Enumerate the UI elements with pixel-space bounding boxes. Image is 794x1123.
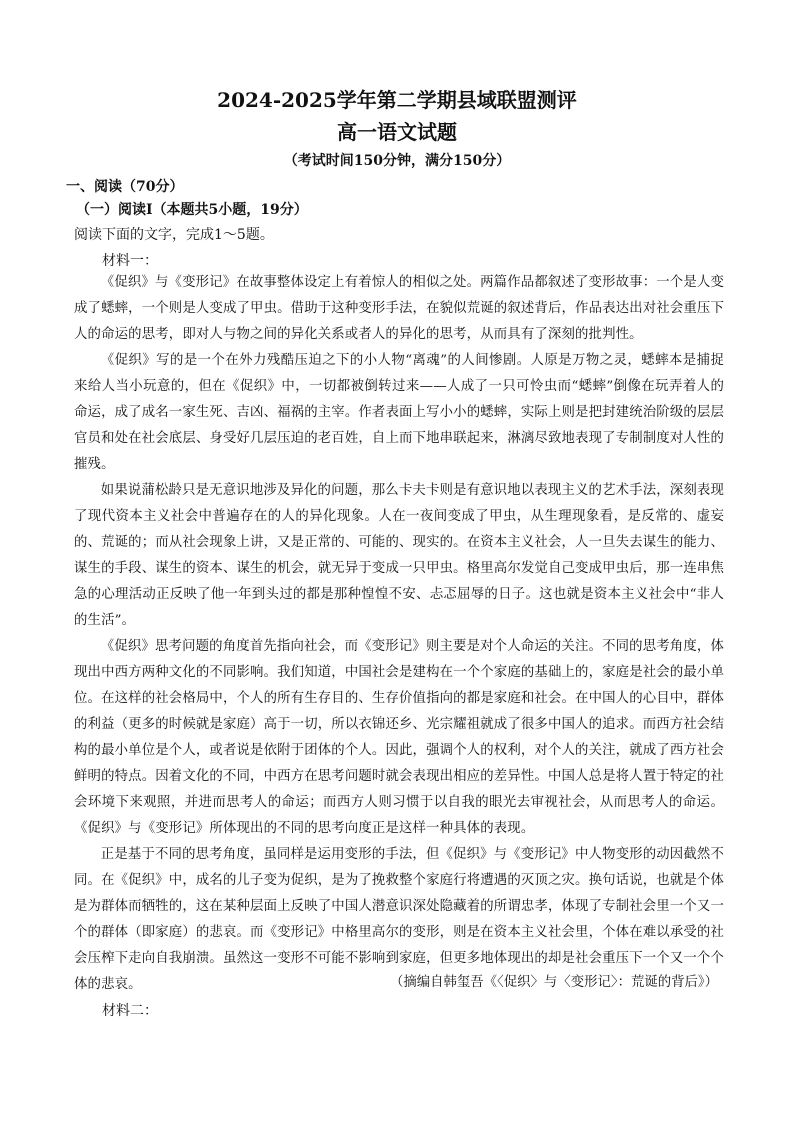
paragraph: 《促织》写的是一个在外力残酷压迫之下的小人物“离魂”的人间惨剧。人原是万物之灵，蟋蟀本是捕捉来给人当小玩意的，但在《促织》中，一切都被倒转过来——人成了一只可怜虫而“蟋蟀”倒像在玩弄着人的命运，成了成名一家生死、吉凶、福祸的主宰。作者表面上写小小的蟋蟀，实际上则是把封建统治阶级的层层官员和处在社会底层、身受好几层压迫的老百姓，自上而下地串联起来，淋漓尽致地表现了专制制度对人性的摧残。 bbox=[74, 353, 724, 472]
paragraph: 如果说蒲松龄只是无意识地涉及异化的问题，那么卡夫卡则是有意识地以表现主义的艺术手法，深刻表现了现代资本主义社会中普遍存在的人的异化现象。人在一夜间变成了甲虫，从生理现象看，是反常的、虚妄的、荒诞的；而从社会现象上讲，又是正常的、可能的、现实的。在资本主义社会，人一旦失去谋生的能力、谋生的手段、谋生的资本、谋生的机会，就无异于变成一只甲虫。格里高尔发觉自己变成甲虫后，那一连串焦急的心理活动正反映了他一年到头过的都是那种惶惶不安、忐忑屈辱的日子。这也就是资本主义社会中“非人的生活”。 bbox=[74, 483, 724, 628]
paragraph: 正是基于不同的思考角度，虽同样是运用变形的手法，但《促织》与《变形记》中人物变形的动因截然不同。在《促织》中，成名的儿子变为促织，是为了挽救整个家庭行将遭遇的灭顶之灾。换句话说，也就是个体是为群体而牺牲的，这在某种层面上反映了中国人潜意识深处隐藏着的所谓忠孝，体现了专制社会里一个又一个的群体（即家庭）的悲哀。而《变形记》中格里高尔的变形，则是在资本主义社会里，个体在难以承受的社会压榨下走向自我崩溃。虽然这一变形不可能不影响到家庭，但更多地体现出的却是社会重压下一个又一个个体的悲哀。 bbox=[74, 847, 724, 992]
reading-instruction: 阅读下面的文字，完成1～5题。 bbox=[74, 227, 274, 243]
subsection-heading-reading-1: （一）阅读Ⅰ（本题共5小题，19分） bbox=[76, 202, 308, 218]
exam-subtitle: 高一语文试题 bbox=[337, 120, 457, 144]
material-1-body bbox=[74, 270, 724, 998]
exam-title: 2024-2025学年第二学期县域联盟测评 bbox=[217, 88, 577, 112]
paragraph: 《促织》思考问题的角度首先指向社会，而《变形记》则主要是对个人命运的关注。不同的思考角度，体现出中西方两种文化的不同影响。我们知道，中国社会是建构在一个个家庭的基础上的，家庭是社会的最小单位。在这样的社会格局中，个人的所有生存目的、生存价值指向的都是家庭和社会。在中国人的心目中，群体的利益（更多的时候就是家庭）高于一切，所以衣锦还乡、光宗耀祖就成了很多中国人的追求。而西方社会结构的最小单位是个人，或者说是依附于团体的个人。因此，强调个人的权利，对个人的关注，就成了西方社会鲜明的特点。因着文化的不同，中西方在思考问题时就会表现出相应的差异性。中国人总是将人置于特定的社会环境下来观照，并进而思考人的命运；而西方人则习惯于以自我的眼光去审视社会，从而思考人的命运。《促织》与《变形记》所体现出的不同的思考向度正是这样一种具体的表现。 bbox=[74, 639, 724, 836]
material-1-label: 材料一： bbox=[102, 253, 158, 269]
material-2-label: 材料二： bbox=[102, 1003, 158, 1019]
exam-info: （考试时间150分钟，满分150分） bbox=[283, 153, 511, 169]
paragraph: 《促织》与《变形记》在故事整体设定上有着惊人的相似之处。两篇作品都叙述了变形故事：一个是人变成了蟋蟀，一个则是人变成了甲虫。借助于这种变形手法，在貌似荒诞的叙述背后，作品表达出对社会重压下人的命运的思考，即对人与物之间的异化关系或者人的异化的思考，从而具有了深刻的批判性。 bbox=[74, 275, 724, 342]
section-heading-reading: 一、阅读（70分） bbox=[66, 179, 184, 195]
material-1-source: （摘编自韩玺吾《〈促织〉与〈变形记〉：荒诞的背后》） bbox=[389, 975, 718, 990]
